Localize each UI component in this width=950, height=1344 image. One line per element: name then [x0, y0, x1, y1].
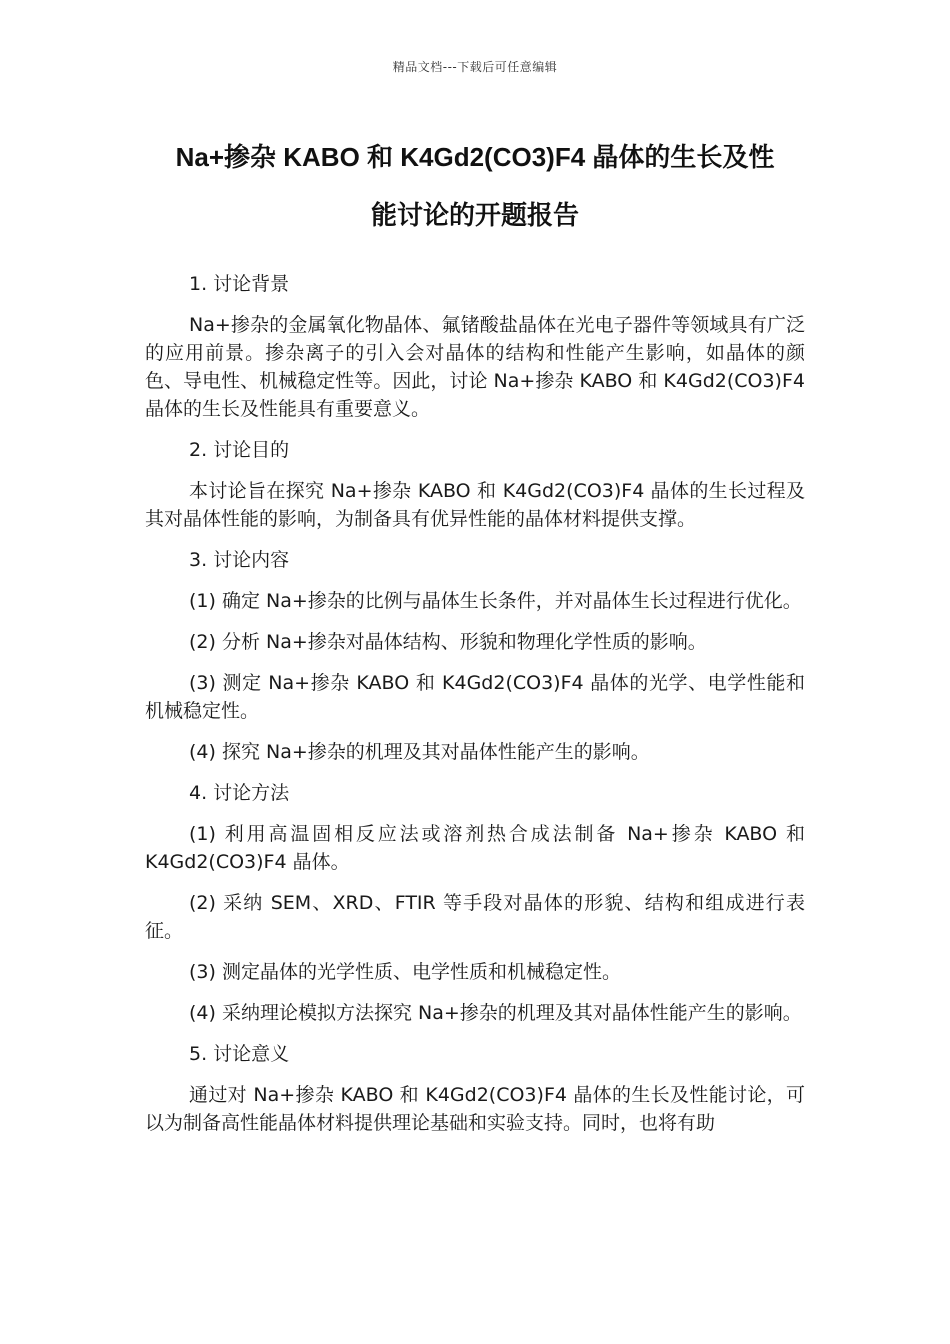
- title-line-1: Na+掺杂 KABO 和 K4Gd2(CO3)F4 晶体的生长及性: [175, 142, 775, 172]
- significance-paragraph: 通过对 Na+掺杂 KABO 和 K4Gd2(CO3)F4 晶体的生长及性能讨论，可以为制备高性能晶体材料提供理论基础和实验支持。同时，也将有助: [145, 1084, 805, 1134]
- document-title: [100, 128, 850, 244]
- background-paragraph: Na+掺杂的金属氧化物晶体、氟锗酸盐晶体在光电子器件等领域具有广泛的应用前景。掺杂离子的引入会对晶体的结构和性能产生影响，如晶体的颜色、导电性、机械稳定性等。因此，讨论 Na+掺杂 KABO 和 K4Gd2(CO3)F4 晶体的生长及性能具有重要意义。: [145, 314, 805, 420]
- document-body: [145, 270, 805, 1150]
- content-item: (2) 分析 Na+掺杂对晶体结构、形貌和物理化学性质的影响。: [189, 631, 707, 653]
- title-line-2: 能讨论的开题报告: [370, 200, 579, 230]
- method-item: (4) 采纳理论模拟方法探究 Na+掺杂的机理及其对晶体性能产生的影响。: [189, 1002, 802, 1024]
- content-item: (3) 测定 Na+掺杂 KABO 和 K4Gd2(CO3)F4 晶体的光学、电学性能和机械稳定性。: [145, 672, 805, 722]
- header-watermark: 精品文档---下载后可任意编辑: [392, 60, 558, 74]
- section-heading-background: 1. 讨论背景: [189, 273, 290, 295]
- method-item: (2) 采纳 SEM、XRD、FTIR 等手段对晶体的形貌、结构和组成进行表征。: [145, 892, 805, 942]
- section-heading-content: 3. 讨论内容: [189, 549, 290, 571]
- purpose-paragraph: 本讨论旨在探究 Na+掺杂 KABO 和 K4Gd2(CO3)F4 晶体的生长过程及其对晶体性能的影响，为制备具有优异性能的晶体材料提供支撑。: [145, 480, 805, 530]
- section-heading-purpose: 2. 讨论目的: [189, 439, 290, 461]
- method-item: (1) 利用高温固相反应法或溶剂热合成法制备 Na+掺杂 KABO 和 K4Gd2(CO3)F4 晶体。: [145, 823, 805, 873]
- section-heading-method: 4. 讨论方法: [189, 782, 290, 804]
- content-item: (4) 探究 Na+掺杂的机理及其对晶体性能产生的影响。: [189, 741, 650, 763]
- content-item: (1) 确定 Na+掺杂的比例与晶体生长条件，并对晶体生长过程进行优化。: [189, 590, 802, 612]
- section-heading-significance: 5. 讨论意义: [189, 1043, 290, 1065]
- method-item: (3) 测定晶体的光学性质、电学性质和机械稳定性。: [189, 961, 621, 983]
